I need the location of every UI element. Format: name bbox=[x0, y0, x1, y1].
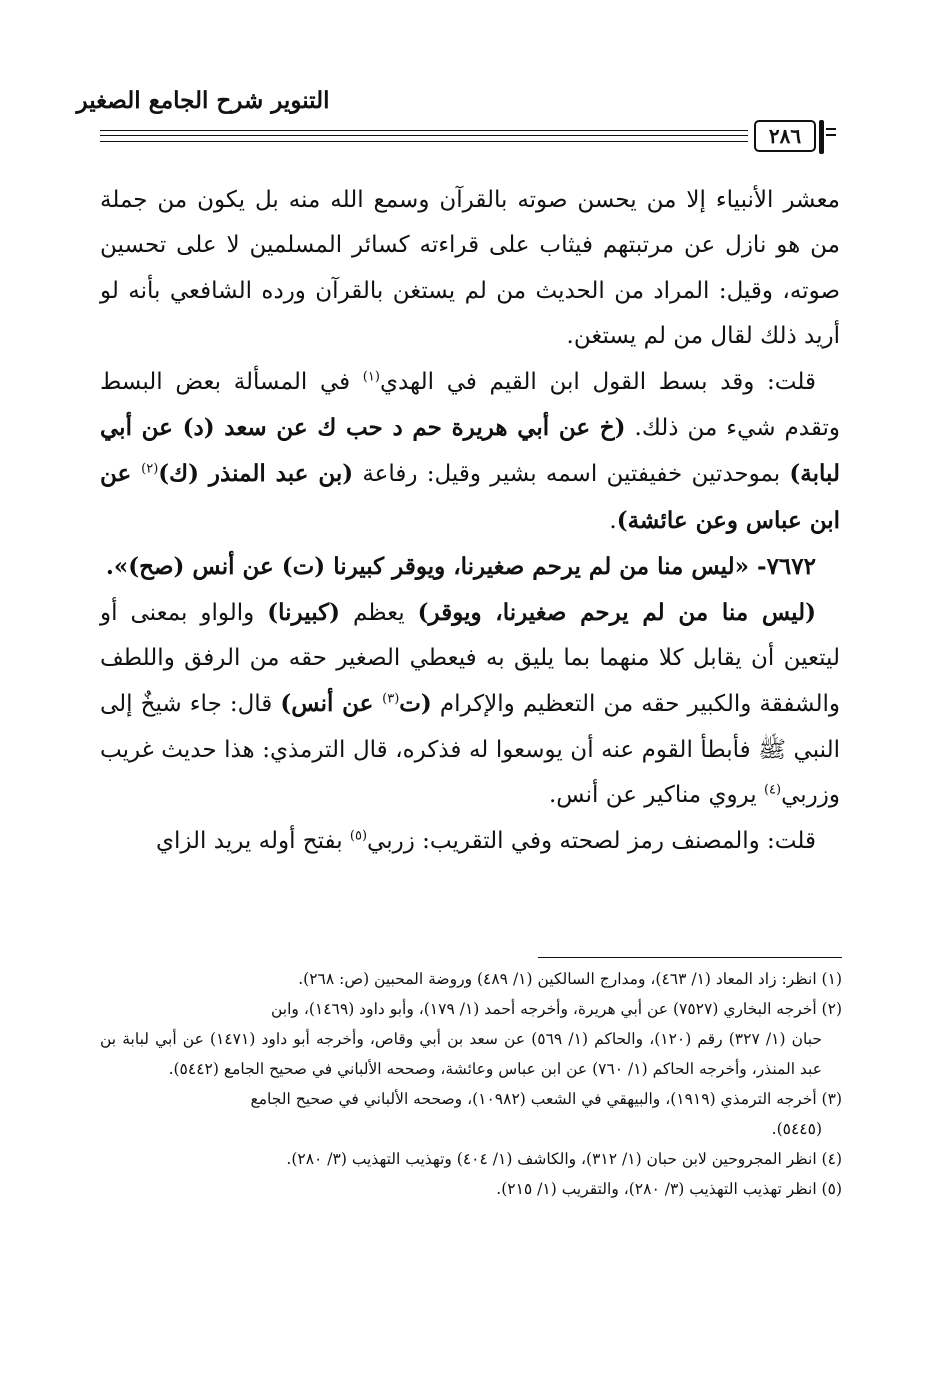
text-run: والواو بمعنى أو ليتعين أن يقابل كلا منهما بما يليق به فيعطي الصغير حقه من الرفق واللطف والشفقة والكبير حقه من التعظيم والإكرام bbox=[100, 599, 841, 718]
hadith-text: «ليس منا من لم يرحم صغيرنا، ويوقر كبيرنا (ت) عن أنس (صح)». bbox=[105, 553, 750, 581]
footnote: (٤) انظر المجروحين لابن حبان (١/ ٣١٢)، والكاشف (١/ ٤٠٤) وتهذيب التهذيب (٣/ ٢٨٠). bbox=[286, 1150, 842, 1168]
main-text bbox=[100, 178, 840, 864]
source-citation: (ت bbox=[399, 690, 432, 718]
running-title: التنوير شرح الجامع الصغير bbox=[76, 87, 330, 114]
source-citation: (بن عبد المنذر (ك) bbox=[158, 460, 354, 488]
footnote-ref: (٥) bbox=[349, 828, 368, 844]
hadith-quote: (ليس منا من لم يرحم صغيرنا، ويوقر) bbox=[417, 598, 817, 626]
footnote-ref: (٢) bbox=[141, 461, 159, 477]
footnote-ref: (٣) bbox=[382, 691, 400, 707]
footnote-separator bbox=[538, 957, 842, 958]
text-run: . bbox=[609, 507, 617, 534]
source-citation: عن أنس) bbox=[280, 690, 383, 718]
header-rule bbox=[100, 141, 748, 142]
text-run: بموحدتين خفيفتين اسمه بشير وقيل: رفاعة bbox=[353, 461, 790, 488]
hadith-entry bbox=[100, 544, 840, 589]
paragraph: معشر الأنبياء إلا من يحسن صوته بالقرآن وسمع الله منه بل يكون من جملة من هو نازل عن مرتبتهم فيثاب على قراءته كسائر المسلمين لا على تحسين صوته، وقيل: المراد من الحديث من لم يستغن بالقرآن ورده الشافعي بأنه لو أريد ذلك لقال من لم يستغن. bbox=[100, 187, 840, 350]
text-run: قلت: والمصنف رمز لصحته وفي التقريب: زربي bbox=[367, 827, 816, 854]
footnote-ref: (١) bbox=[362, 368, 380, 384]
header-rule bbox=[100, 135, 748, 136]
footnote: (٣) أخرجه الترمذي (١٩١٩)، والبيهقي في الشعب (١٠٩٨٢)، وصححه الألباني في صحيح الجامع bbox=[250, 1090, 842, 1108]
text-run: في المسألة بعض البسط وتقدم شيء من ذلك. bbox=[100, 368, 840, 442]
footnote-ref: (٤) bbox=[763, 782, 782, 798]
footnote-continuation: (٥٤٤٥). bbox=[771, 1120, 822, 1138]
text-run: بفتح أوله يريد الزاي bbox=[155, 827, 350, 854]
header-rule bbox=[100, 130, 748, 131]
footnote-continuation: حبان (١/ ٣٢٧) رقم (١٢٠)، والحاكم (١/ ٥٦٩) عن سعد بن أبي وقاص، وأخرجه أبو داود (١٤٧١) عن أبي لبابة بن عبد المنذر، وأخرجه الحاكم (١/ ٧٦٠) عن ابن عباس وعائشة، وصححه الألباني في صحيح الجامع (٥٤٤٢). bbox=[100, 1030, 823, 1078]
source-citation: (خ عن أبي هريرة حم د حب ك عن سعد (د) عن أبي لبابة) bbox=[100, 414, 840, 488]
page-number-ornament bbox=[819, 120, 824, 154]
footnote: (١) انظر: زاد المعاد (١/ ٤٦٣)، ومدارج السالكين (١/ ٤٨٩) وروضة المحبين (ص: ٢٦٨). bbox=[298, 970, 842, 988]
hadith-number: ٧٦٧٢- bbox=[749, 553, 816, 581]
paragraph bbox=[100, 590, 840, 819]
hadith-quote: (كبيرنا) bbox=[267, 598, 340, 626]
text-run: يعظم bbox=[339, 599, 418, 626]
footnote: (٢) أخرجه البخاري (٧٥٢٧) عن أبي هريرة، وأخرجه أحمد (١/ ١٧٩)، وأبو داود (١٤٦٩)، وابن bbox=[271, 1000, 842, 1018]
page-number-ornament bbox=[826, 128, 836, 136]
text-run: قال: جاء شيخٌ إلى النبي ﷺ فأبطأ القوم عنه أن يوسعوا له فذكره، قال الترمذي: هذا حديث غريب وزربي bbox=[100, 691, 840, 809]
page-number: ٢٨٦ bbox=[754, 120, 816, 152]
paragraph bbox=[100, 819, 840, 864]
text-run: يروي مناكير عن أنس. bbox=[549, 782, 764, 809]
text-run: قلت: وقد بسط القول ابن القيم في الهدي bbox=[379, 368, 816, 395]
footnote: (٥) انظر تهذيب التهذيب (٣/ ٢٨٠)، والتقريب (١/ ٢١٥). bbox=[496, 1180, 842, 1198]
paragraph bbox=[100, 360, 840, 545]
source-citation: عن ابن عباس وعن عائشة) bbox=[100, 460, 840, 534]
footnotes bbox=[100, 964, 842, 1204]
